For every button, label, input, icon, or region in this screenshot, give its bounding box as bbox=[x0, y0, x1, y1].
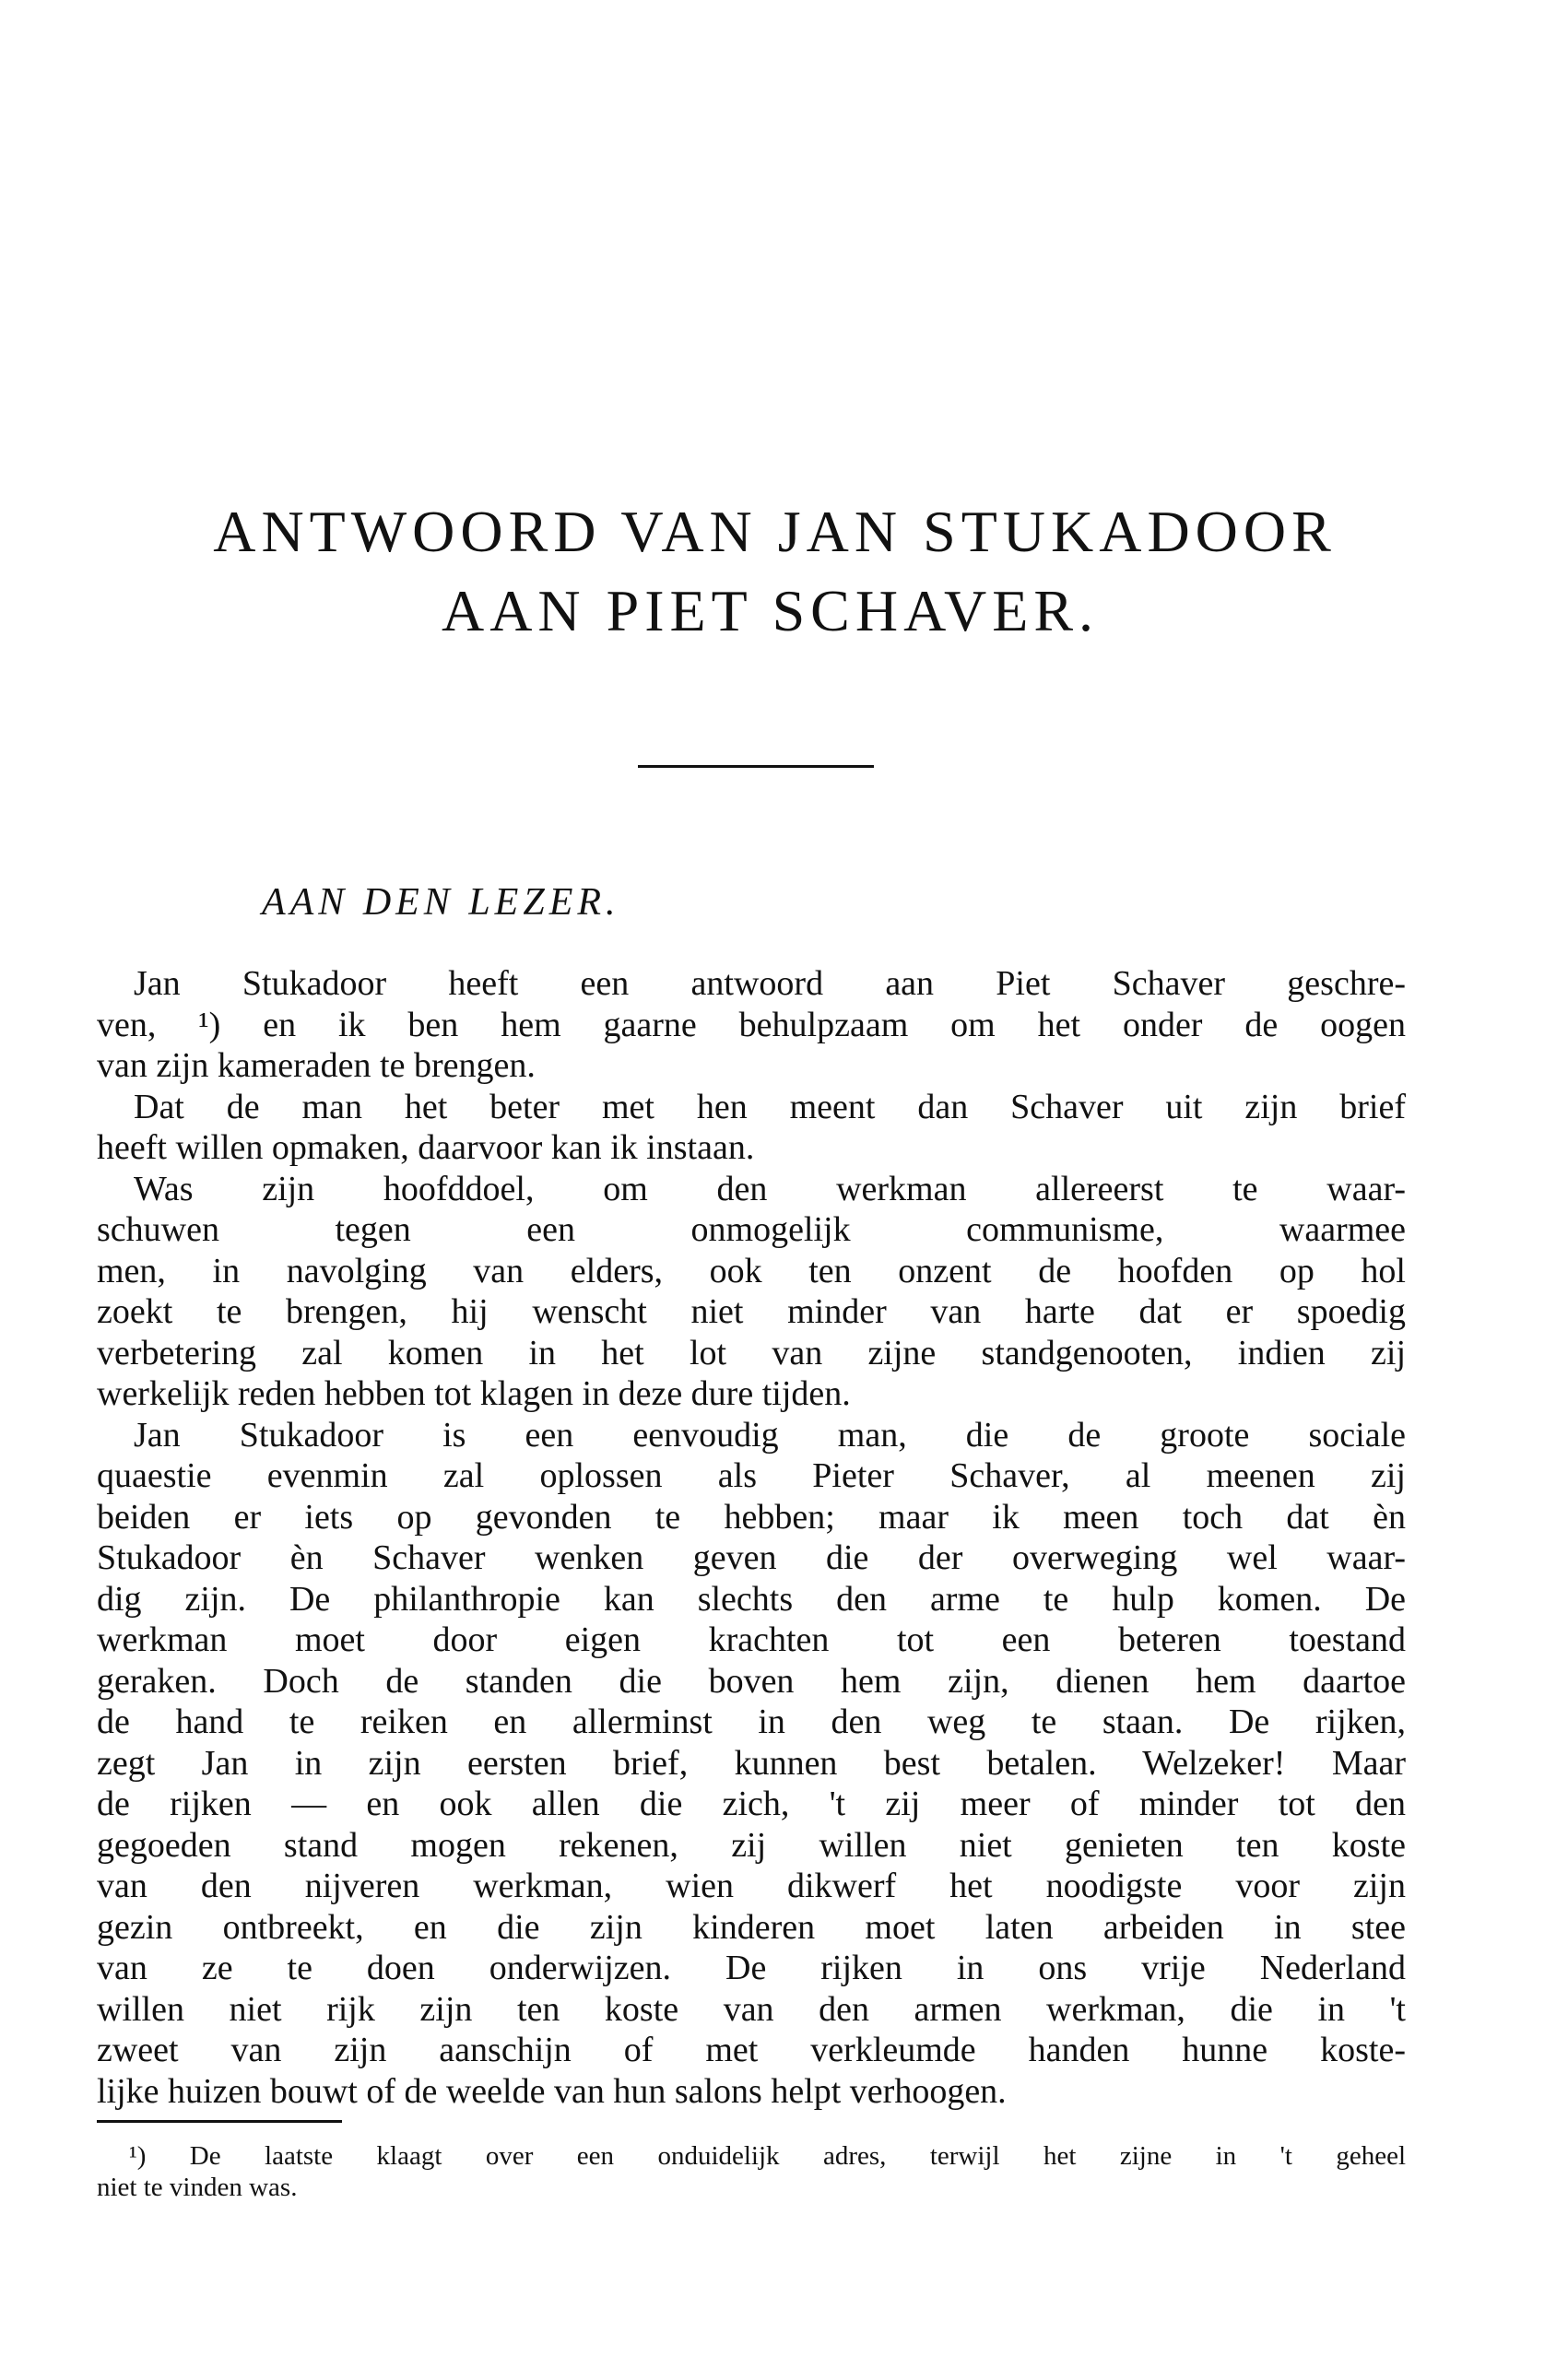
body-line: ven, ¹) en ik ben hem gaarne behulpzaam om het onder de oogen bbox=[97, 1005, 1406, 1044]
footnote-divider bbox=[97, 2120, 342, 2123]
body-line: beiden er iets op gevonden te hebben; maar ik meen toch dat èn bbox=[97, 1497, 1406, 1537]
body-line: gegoeden stand mogen rekenen, zij willen niet genieten ten koste bbox=[97, 1825, 1406, 1865]
body-line: heeft willen opmaken, daarvoor kan ik instaan. bbox=[97, 1128, 755, 1167]
body-line: gezin ontbreekt, en die zijn kinderen moet laten arbeiden in stee bbox=[97, 1907, 1406, 1947]
body-line: van zijn kameraden te brengen. bbox=[97, 1046, 536, 1085]
footnote-line: niet te vinden was. bbox=[97, 2173, 298, 2202]
body-line: van ze te doen onderwijzen. De rijken in ons vrije Nederland bbox=[97, 1949, 1406, 1987]
body-line: men, in navolging van elders, ook ten onzent de hoofden op hol bbox=[97, 1251, 1406, 1290]
title-line-1: ANTWOORD VAN JAN STUKADOOR bbox=[213, 499, 1337, 564]
body-line: Jan Stukadoor is een eenvoudig man, die de groote sociale bbox=[134, 1415, 1406, 1455]
body-line: verbetering zal komen in het lot van zijne standgenooten, indien zij bbox=[97, 1333, 1406, 1372]
footnote bbox=[97, 2140, 1406, 2203]
body-line: zoekt te brengen, hij wenscht niet minder van harte dat er spoedig bbox=[97, 1292, 1406, 1331]
body-line: quaestie evenmin zal oplossen als Pieter Schaver, al meenen zij bbox=[97, 1456, 1406, 1495]
body-line: de rijken — en ook allen die zich, 't zij meer of minder tot den bbox=[97, 1785, 1406, 1823]
title-line-2: AAN PIET SCHAVER. bbox=[441, 578, 1100, 643]
body-line: zegt Jan in zijn eersten brief, kunnen best betalen. Welzeker! Maar bbox=[97, 1743, 1406, 1783]
body-line: de hand te reiken en allerminst in den weg te staan. De rijken, bbox=[97, 1702, 1406, 1741]
body-line: willen niet rijk zijn ten koste van den armen werkman, die in 't bbox=[97, 1989, 1406, 2029]
footnote-line: ¹) De laatste klaagt over een onduidelijk adres, terwijl het zijne in 't geheel bbox=[129, 2141, 1406, 2171]
body-text bbox=[97, 963, 1406, 2112]
body-line: zweet van zijn aanschijn of met verkleumde handen hunne koste- bbox=[97, 2031, 1406, 2069]
body-line: lijke huizen bouwt of de weelde van hun salons helpt verhoogen. bbox=[97, 2071, 1007, 2111]
body-line: Dat de man het beter met hen meent dan Schaver uit zijn brief bbox=[134, 1087, 1406, 1126]
body-line: werkman moet door eigen krachten tot een beteren toestand bbox=[97, 1620, 1406, 1659]
body-line: Jan Stukadoor heeft een antwoord aan Piet Schaver geschre- bbox=[134, 964, 1406, 1003]
body-line: Was zijn hoofddoel, om den werkman allereerst te waar- bbox=[134, 1169, 1406, 1208]
body-line: werkelijk reden hebben tot klagen in deze dure tijden. bbox=[97, 1374, 851, 1413]
body-line: dig zijn. De philanthropie kan slechts den arme te hulp komen. De bbox=[97, 1579, 1406, 1619]
body-line: geraken. Doch de standen die boven hem zijn, dienen hem daartoe bbox=[97, 1661, 1406, 1701]
title-divider bbox=[638, 765, 874, 768]
body-line: van den nijveren werkman, wien dikwerf het noodigste voor zijn bbox=[97, 1867, 1406, 1905]
section-heading: AAN DEN LEZER. bbox=[262, 881, 620, 924]
body-line: schuwen tegen een onmogelijk communisme, waarmee bbox=[97, 1210, 1406, 1249]
body-line: Stukadoor èn Schaver wenken geven die der overweging wel waar- bbox=[97, 1538, 1406, 1577]
